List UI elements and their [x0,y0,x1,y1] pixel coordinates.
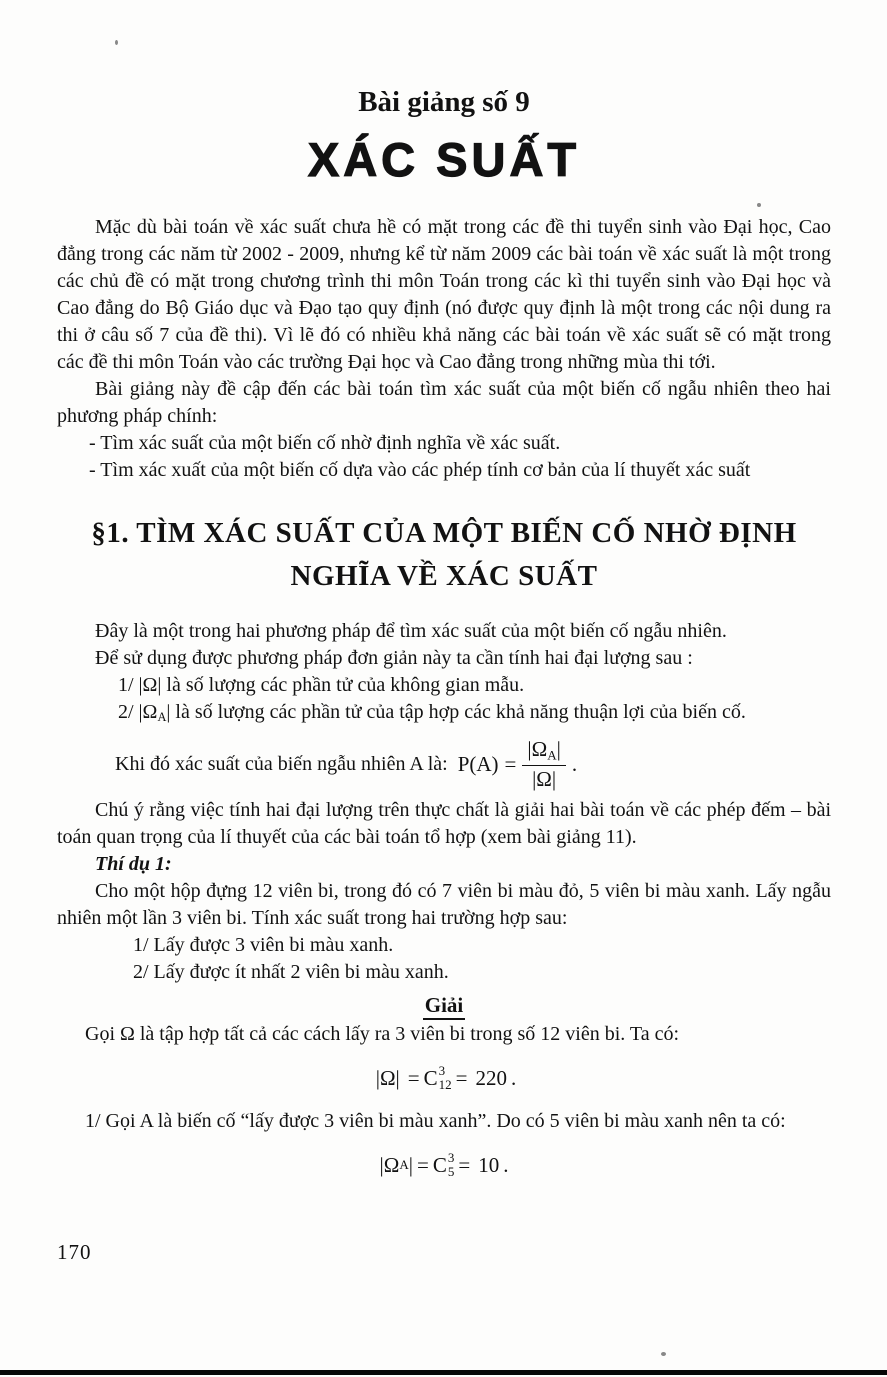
formula-lhs: P(A) [457,751,499,776]
eq1-period: . [510,1065,517,1090]
method-bullet-1: - Tìm xác suất của một biến cố nhờ định nghĩa về xác suất. [89,432,561,454]
fraction [522,737,565,790]
scan-edge-bar [0,1370,887,1375]
example-1-question-2: 2/ Lấy được ít nhất 2 viên bi màu xanh. [133,961,449,984]
note-paragraph: Chú ý rằng việc tính hai đại lượng trên thực chất là giải hai bài toán về các phép đếm – bài toán quan trọng của lí thuyết của các bài toán tổ hợp (xem bài giảng 11). [57,799,831,849]
page-number: 170 [57,1240,92,1264]
equals-sign: = [407,1065,420,1090]
formula-period: . [571,751,578,776]
combination-symbol: C 3 12 [423,1063,452,1093]
section-1-paragraph-1: Đây là một trong hai phương pháp để tìm xác suất của một biến cố ngẫu nhiên. [95,620,727,642]
eq2-lhs: |Ω A | [379,1152,413,1177]
combination-subscript: 5 [447,1164,455,1180]
chapter-title: XÁC SUẤT [307,133,581,186]
equals-sign: = [416,1152,429,1177]
example-1-statement: Cho một hộp đựng 12 viên bi, trong đó có 7 viên bi màu đỏ, 5 viên bi màu xanh. Lấy ngẫu nhiên một lần 3 viên bi. Tính xác suất trong hai trường hợp sau: [57,880,831,930]
probability-fraction [458,737,577,790]
scan-speckle [661,1352,666,1356]
equals-sign: = [458,1152,471,1177]
omega-count-equation [57,1055,831,1101]
fraction-denominator: |Ω| [532,766,557,791]
scan-speckle [115,40,118,45]
probability-definition-formula [115,736,831,792]
eq2-period: . [503,1152,509,1177]
solution-heading: Giải [57,991,831,1019]
intro-paragraph-1: Mặc dù bài toán về xác suất chưa hề có mặt trong các đề thi tuyển sinh vào Đại học, Cao đẳng trong các năm từ 2002 - 2009, nhưng kể từ năm 2009 các bài toán về xác suất là một trong các chủ đề có mặt trong chương trình thi môn Toán trong các kì thi tuyển sinh vào Đại học và Cao đẳng do Bộ Giáo dục và Đạo tạo quy định (nó được quy định là một trong các nội dung ra thi ở câu số 7 của đề thi). Vì lẽ đó có nhiều khả năng các bài toán về xác suất sẽ có mặt trong các đề thi môn Toán vào các trường Đại học và Cao đẳng trong những mùa thi tới. [57,216,831,373]
section-1-heading: §1. TÌM XÁC SUẤT CỦA MỘT BIẾN CỐ NHỜ ĐỊNH NGHĨA VỀ XÁC SUẤT [91,517,797,592]
eq1-lhs: |Ω| [375,1065,400,1090]
omega-subscript: A [399,1157,409,1173]
intro-paragraph-2: Bài giảng này đề cập đến các bài toán tìm xác suất của một biến cố ngẫu nhiên theo hai phương pháp chính: [57,378,831,427]
method-bullet-2: - Tìm xác xuất của một biến cố dựa vào các phép tính cơ bản của lí thuyết xác suất [89,459,751,481]
sample-space-item-1: 1/ |Ω| là số lượng các phần tử của không gian mẫu. [118,674,525,696]
equals-sign: = [504,751,517,776]
solution-paragraph-1: Gọi Ω là tập hợp tất cả các cách lấy ra 3 viên bi trong số 12 viên bi. Ta có: [85,1023,680,1046]
example-1-question-1: 1/ Lấy được 3 viên bi màu xanh. [133,934,394,957]
scan-speckle [757,203,761,207]
example-1-label: Thí dụ 1: [95,853,172,876]
combination-subscript: 12 [438,1077,452,1093]
page-content [0,84,887,1188]
omega-subscript: A [157,710,167,725]
combination-superscript: 3 [447,1150,455,1166]
favorable-count-equation [57,1142,831,1188]
formula-lead-text: Khi đó xác suất của biến ngẫu nhiên A là: [115,752,448,775]
section-1-paragraph-2: Để sử dụng được phương pháp đơn giản này ta cần tính hai đại lượng sau : [95,647,693,669]
sample-space-item-2: 2/ $|\Omega_A|$ là số lượng các phần tử của tập hợp các khả năng thuận lợi của biến cố. [118,701,746,725]
lecture-number-label: Bài giảng số 9 [358,86,530,118]
equals-sign: = [455,1065,468,1090]
solution-paragraph-2: 1/ Gọi A là biến cố “lấy được 3 viên bi màu xanh”. Do có 5 viên bi màu xanh nên ta có: [85,1110,786,1133]
combination-symbol: C 3 5 [432,1150,455,1180]
combination-superscript: 3 [438,1063,446,1079]
eq1-result: 220 [475,1065,507,1090]
eq2-result: 10 [478,1152,500,1177]
omega-subscript: A [547,747,557,763]
fraction-numerator: $|\Omega_A|$ [522,737,565,765]
